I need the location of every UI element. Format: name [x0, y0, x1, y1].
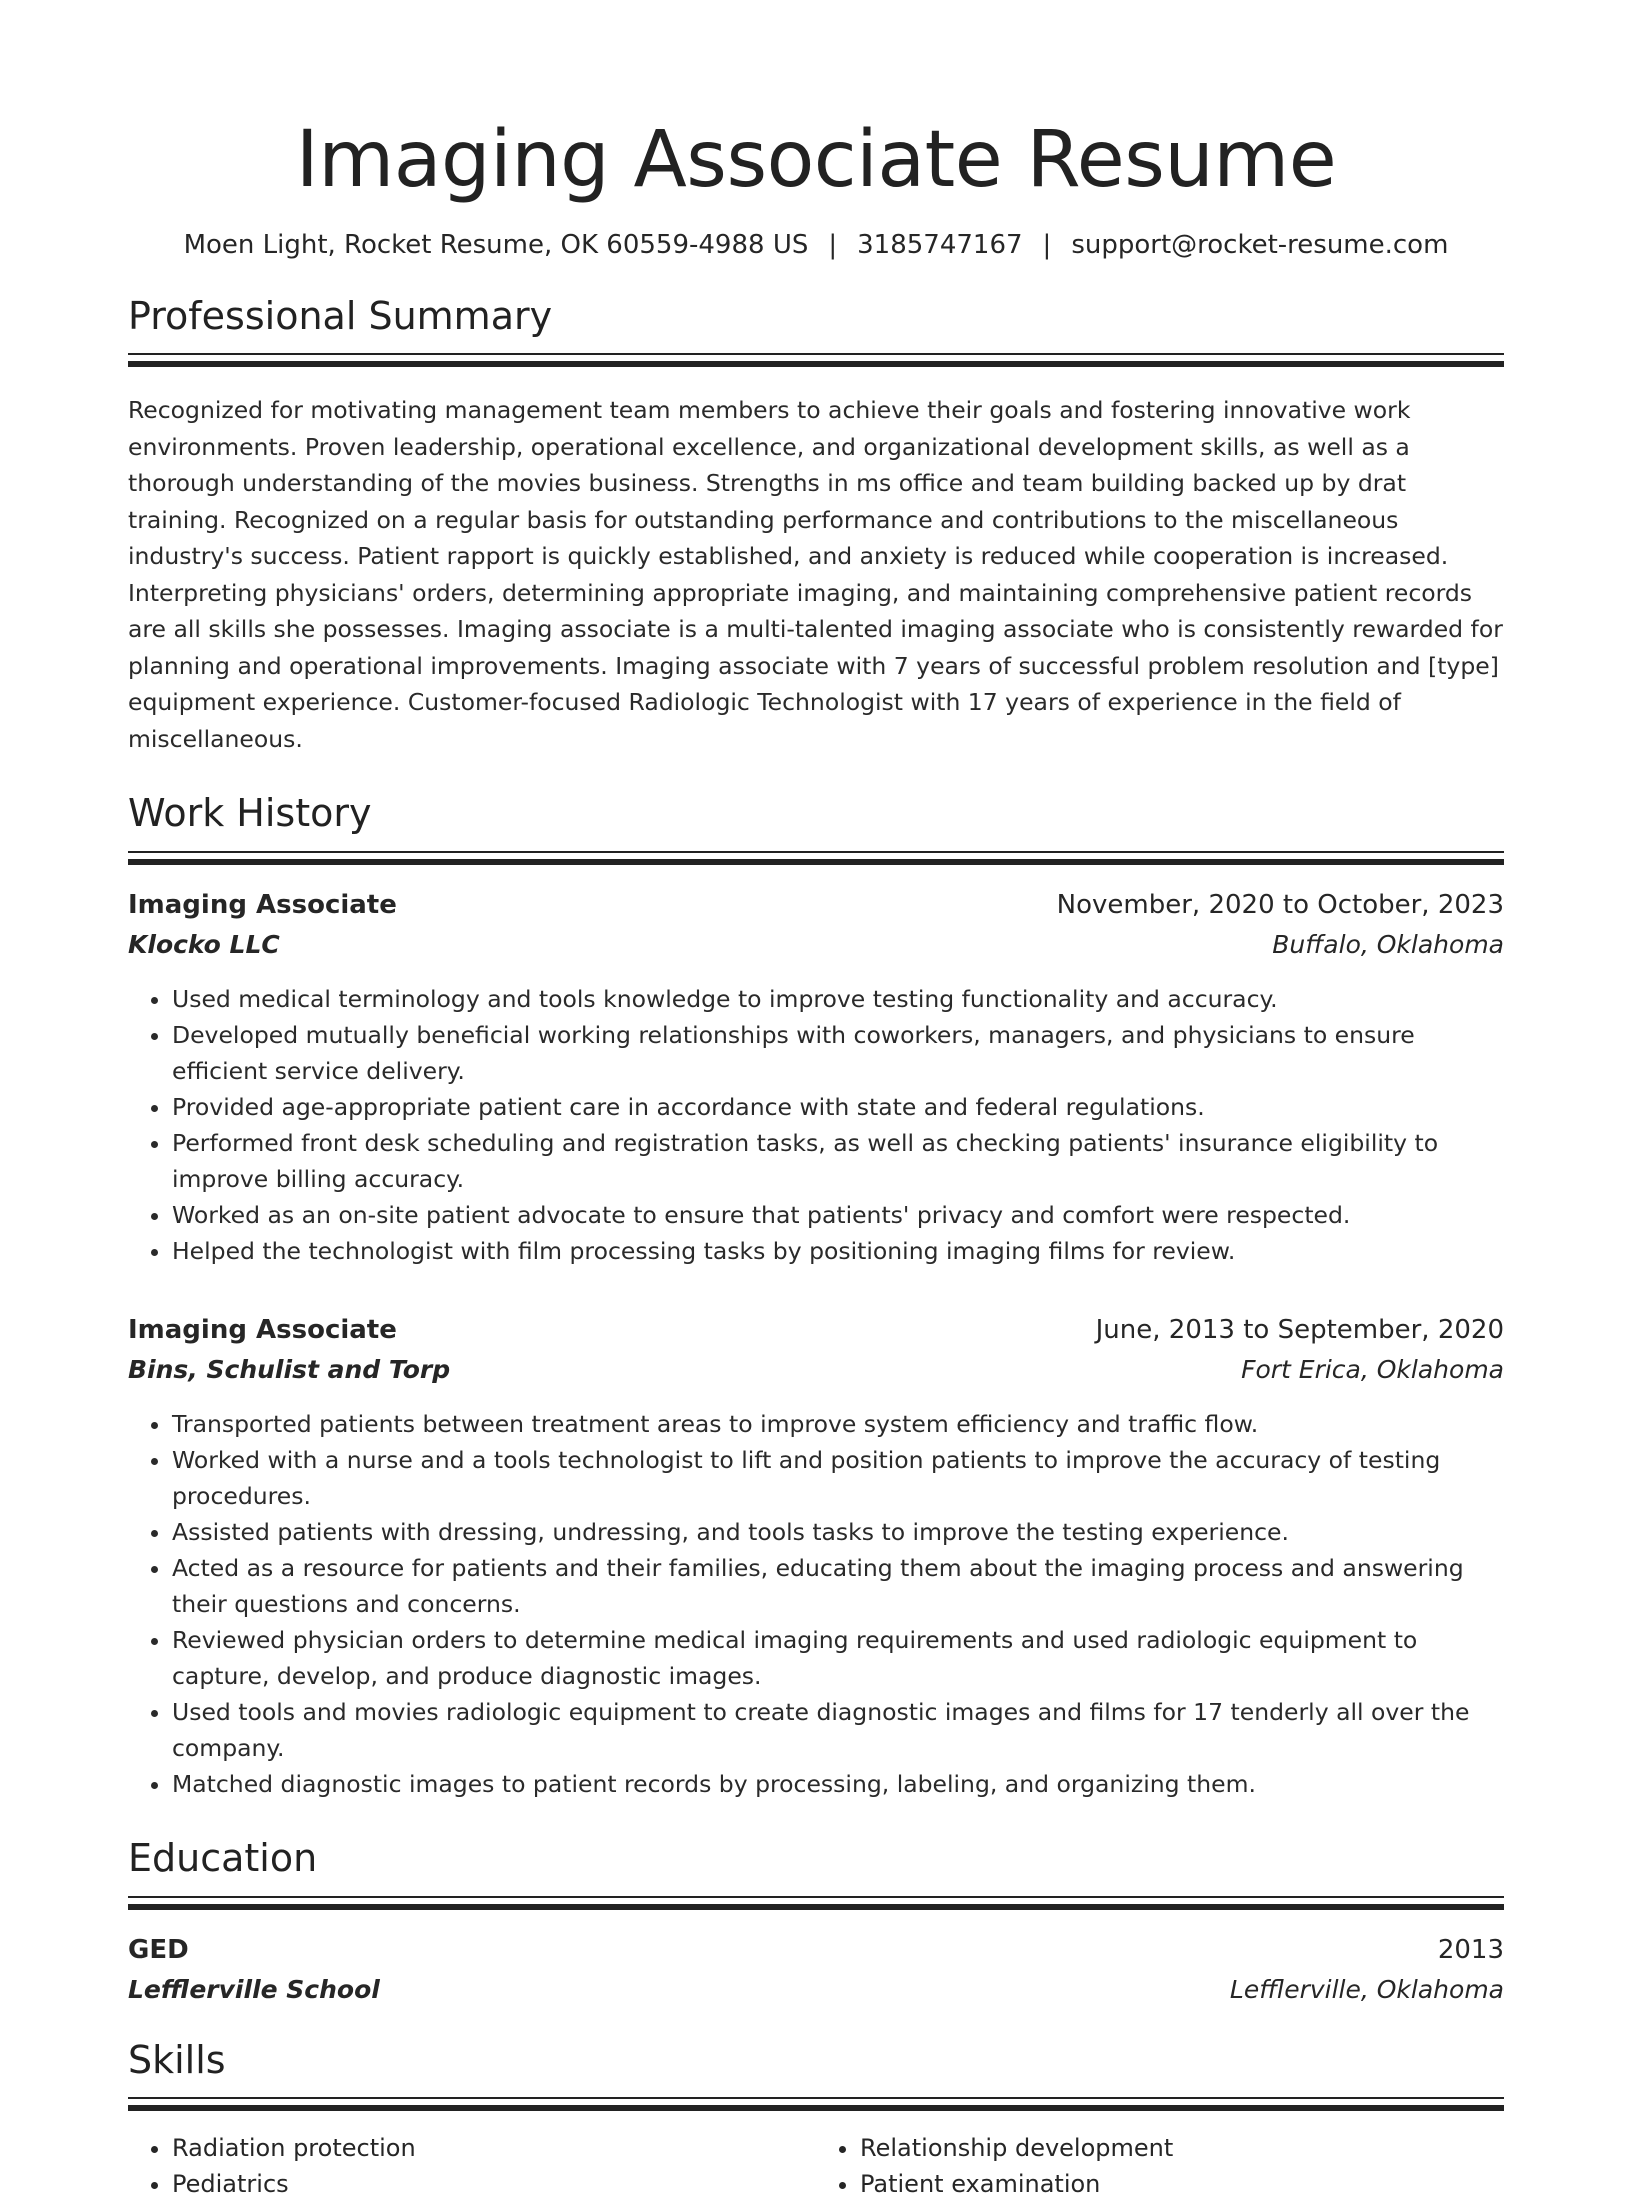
summary-section [128, 294, 1504, 758]
contact-phone: 3185747167 [857, 229, 1023, 260]
skills-column-left [128, 2130, 816, 2202]
work-history-section [128, 791, 1504, 1802]
job-title: Imaging Associate [128, 889, 397, 920]
job-company: Bins, Schulist and Torp [128, 1354, 451, 1384]
contact-separator: | [1042, 229, 1052, 260]
contact-separator: | [828, 229, 838, 260]
list-item: • Provided age-appropriate patient care in accordance with state and federal regulations. [172, 1089, 1504, 1125]
contact-address: Moen Light, Rocket Resume, OK 60559-4988 US [183, 229, 809, 260]
education-school: Lefflerville School [128, 1974, 380, 2004]
list-item: • Pediatrics [172, 2166, 816, 2202]
skills-column-right [816, 2130, 1504, 2202]
list-item: • Developed mutually beneficial working relationships with coworkers, managers, and physicians to ensure efficient service delivery. [172, 1017, 1504, 1089]
list-item: • Worked as an on-site patient advocate to ensure that patients' privacy and comfort were respected. [172, 1197, 1504, 1233]
education-year: 2013 [1437, 1934, 1504, 1965]
section-divider [128, 851, 1504, 868]
contact-line [128, 230, 1504, 260]
work-history-heading: Work History [128, 791, 372, 836]
job-bullets [128, 981, 1504, 1269]
list-item: • Worked with a nurse and a tools technologist to lift and position patients to improve the accuracy of testing procedures. [172, 1442, 1504, 1514]
list-item: • Transported patients between treatment areas to improve system efficiency and traffic flow. [172, 1406, 1504, 1442]
job-dates: June, 2013 to September, 2020 [1095, 1314, 1504, 1345]
list-item: • Reviewed physician orders to determine medical imaging requirements and used radiologic equipment to capture, develop, and produce diagnostic images. [172, 1622, 1504, 1694]
job-company: Klocko LLC [128, 929, 280, 959]
job-location: Buffalo, Oklahoma [1272, 929, 1504, 959]
contact-email: support@rocket-resume.com [1071, 229, 1449, 260]
education-heading: Education [128, 1835, 318, 1880]
summary-text: Recognized for motivating management team members to achieve their goals and fostering innovative work environments. Proven leadership, operational excellence, and organizational development skills, as well as a thorough understanding of the movies business. Strengths in ms office and team building backed up by drat training. Recognized on a regular basis for outstanding performance and contributions to the miscellaneous industry's success. Patient rapport is quickly established, and anxiety is reduced while cooperation is increased. Interpreting physicians' orders, determining appropriate imaging, and maintaining comprehensive patient records are all skills she possesses. Imaging associate is a multi-talented imaging associate who is consistently rewarded for planning and operational improvements. Imaging associate with 7 years of successful problem resolution and [type] equipment experience. Customer-focused Radiologic Technologist with 17 years of experience in the field of miscellaneous. [128, 396, 1503, 753]
resume-title: Imaging Associate Resume [295, 115, 1337, 205]
job-dates: November, 2020 to October, 2023 [1056, 889, 1504, 920]
education-location: Lefflerville, Oklahoma [1229, 1974, 1504, 2004]
list-item: • Used tools and movies radiologic equipment to create diagnostic images and films for 17 tenderly all over the company. [172, 1694, 1504, 1766]
list-item: • Matched diagnostic images to patient records by processing, labeling, and organizing them. [172, 1766, 1504, 1802]
job-entry [128, 890, 1504, 1269]
list-item: • Used medical terminology and tools knowledge to improve testing functionality and accuracy. [172, 981, 1504, 1017]
education-degree: GED [128, 1934, 189, 1965]
list-item: • Performed front desk scheduling and registration tasks, as well as checking patients' insurance eligibility to improve billing accuracy. [172, 1125, 1504, 1197]
summary-heading: Professional Summary [128, 293, 553, 338]
job-entry [128, 1315, 1504, 1802]
job-bullets [128, 1406, 1504, 1802]
skills-section [128, 2038, 1504, 2202]
list-item: • Helped the technologist with film processing tasks by positioning imaging films for review. [172, 1233, 1504, 1269]
job-location: Fort Erica, Oklahoma [1241, 1354, 1504, 1384]
education-section [128, 1836, 1504, 2004]
list-item: • Acted as a resource for patients and their families, educating them about the imaging process and answering their questions and concerns. [172, 1550, 1504, 1622]
skills-heading: Skills [128, 2037, 226, 2082]
section-divider [128, 353, 1504, 370]
section-divider [128, 1896, 1504, 1913]
education-entry [128, 1935, 1504, 2004]
skills-list [128, 2130, 1504, 2202]
list-item: • Patient examination [860, 2166, 1504, 2202]
list-item: • Radiation protection [172, 2130, 816, 2166]
list-item: • Assisted patients with dressing, undressing, and tools tasks to improve the testing experience. [172, 1514, 1504, 1550]
job-title: Imaging Associate [128, 1314, 397, 1345]
list-item: • Relationship development [860, 2130, 1504, 2166]
